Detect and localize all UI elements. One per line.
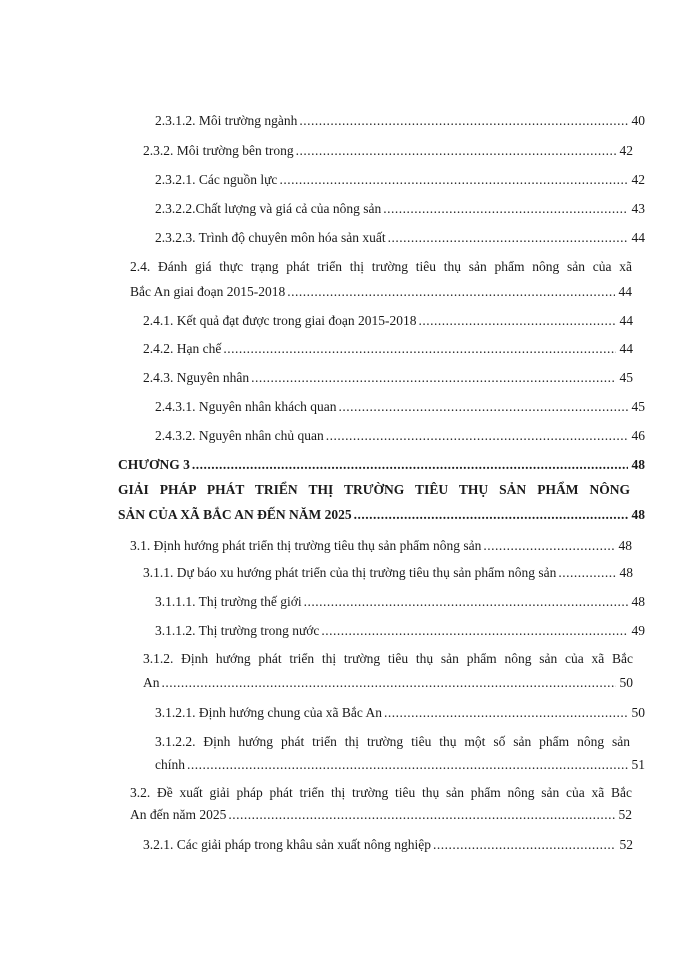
toc-entry-title: 2.3.2.3. Trình độ chuyên môn hóa sản xuất xyxy=(155,230,386,245)
toc-entry-title: 2.3.1.2. Môi trường ngành xyxy=(155,113,298,128)
toc-entry-page: 52 xyxy=(619,837,633,852)
toc-entry[interactable] xyxy=(155,172,645,188)
toc-entry-page: 48 xyxy=(631,594,645,609)
toc-entry-page: 44 xyxy=(619,341,633,356)
toc-entry-title: 2.4.3.1. Nguyên nhân khách quan xyxy=(155,399,337,414)
toc-entry-title: 3.1.1. Dự báo xu hướng phát triển của thị trường tiêu thụ sản phẩm nông sản xyxy=(143,565,557,580)
toc-entry[interactable] xyxy=(143,341,633,357)
toc-entry-title-line1: 3.1.2.2. Định hướng phát triển thị trường tiêu thụ một số sản phẩm nông sản xyxy=(155,734,630,749)
toc-entry-title: 2.4.2. Hạn chế xyxy=(143,341,222,356)
toc-entry-title-line2: An xyxy=(143,675,160,690)
toc-entry-title: 3.2.1. Các giải pháp trong khâu sản xuất nông nghiệp xyxy=(143,837,431,852)
toc-entry-page: 40 xyxy=(631,113,645,128)
toc-entry-page: 50 xyxy=(619,675,633,690)
toc-entry[interactable] xyxy=(155,399,645,415)
toc-entry-title: 2.3.2.1. Các nguồn lực xyxy=(155,172,278,187)
toc-chapter-heading[interactable] xyxy=(118,507,645,523)
toc-entry-page: 46 xyxy=(631,428,645,443)
toc-entry[interactable] xyxy=(143,675,633,691)
toc-entry[interactable] xyxy=(143,837,633,853)
toc-entry-title: 3.1.1.2. Thị trường trong nước xyxy=(155,623,320,638)
toc-entry-title-line1: 2.4. Đánh giá thực trạng phát triển thị trường tiêu thụ sản phẩm nông sản của xã xyxy=(130,259,632,274)
toc-entry[interactable] xyxy=(155,113,645,129)
toc-entry-title-line2: chính xyxy=(155,757,185,772)
toc-entry-title-line2: Bắc An giai đoạn 2015-2018 xyxy=(130,284,286,299)
toc-entry-title: 2.3.2.2.Chất lượng và giá cả của nông sản xyxy=(155,201,382,216)
toc-entry[interactable] xyxy=(155,594,645,610)
toc-chapter-entry[interactable] xyxy=(118,457,645,473)
toc-chapter-heading-line1: GIẢI PHÁP PHÁT TRIỂN THỊ TRƯỜNG TIÊU THỤ SẢN PHẨM NÔNG xyxy=(118,482,630,497)
toc-entry[interactable] xyxy=(155,201,645,217)
toc-entry[interactable] xyxy=(155,757,645,773)
toc-entry-page: 48 xyxy=(631,507,645,522)
toc-entry-page: 51 xyxy=(631,757,645,772)
toc-entry-page: 43 xyxy=(631,201,645,216)
toc-entry-page: 48 xyxy=(631,457,645,472)
toc-entry-page: 42 xyxy=(631,172,645,187)
toc-entry[interactable] xyxy=(130,538,632,554)
toc-entry-page: 44 xyxy=(631,230,645,245)
toc-entry[interactable] xyxy=(143,370,633,386)
toc-entry-title: 2.4.3. Nguyên nhân xyxy=(143,370,250,385)
toc-entry[interactable] xyxy=(143,143,633,159)
toc-entry-page: 44 xyxy=(618,284,632,299)
toc-entry-page: 50 xyxy=(631,705,645,720)
toc-entry-page: 42 xyxy=(619,143,633,158)
toc-entry-page: 44 xyxy=(619,313,633,328)
toc-entry-title-line1: 3.2. Đề xuất giải pháp phát triển thị trường tiêu thụ sản phẩm nông sản của xã Bắc xyxy=(130,785,632,800)
toc-entry[interactable] xyxy=(143,313,633,329)
toc-entry-title: 3.1. Định hướng phát triển thị trường tiêu thụ sản phẩm nông sản xyxy=(130,538,482,553)
toc-entry[interactable] xyxy=(155,623,645,639)
toc-entry-page: 49 xyxy=(631,623,645,638)
toc-entry-page: 48 xyxy=(618,538,632,553)
toc-entry[interactable] xyxy=(155,428,645,444)
toc-chapter-heading-line2: SẢN CỦA XÃ BẮC AN ĐẾN NĂM 2025 xyxy=(118,507,352,522)
toc-entry[interactable] xyxy=(143,565,633,581)
toc-chapter-title: CHƯƠNG 3 xyxy=(118,457,190,472)
toc-entry-title: 2.4.3.2. Nguyên nhân chủ quan xyxy=(155,428,324,443)
toc-entry-title: 2.4.1. Kết quả đạt được trong giai đoạn 2015-2018 xyxy=(143,313,417,328)
toc-entry-title: 3.1.2.1. Định hướng chung của xã Bắc An xyxy=(155,705,383,720)
toc-entry-page: 52 xyxy=(618,807,632,822)
toc-entry-page: 48 xyxy=(619,565,633,580)
toc-entry-title-line1: 3.1.2. Định hướng phát triển thị trường tiêu thụ sản phẩm nông sản của xã Bắc xyxy=(143,651,633,666)
toc-entry-page: 45 xyxy=(631,399,645,414)
toc-entry-title: 3.1.1.1. Thị trường thế giới xyxy=(155,594,302,609)
toc-entry-page: 45 xyxy=(619,370,633,385)
toc-entry-title-line2: An đến năm 2025 xyxy=(130,807,227,822)
toc-entry[interactable] xyxy=(155,705,645,721)
toc-entry[interactable] xyxy=(130,284,632,300)
toc-entry[interactable] xyxy=(155,230,645,246)
toc-entry[interactable] xyxy=(130,807,632,823)
toc-entry-title: 2.3.2. Môi trường bên trong xyxy=(143,143,294,158)
